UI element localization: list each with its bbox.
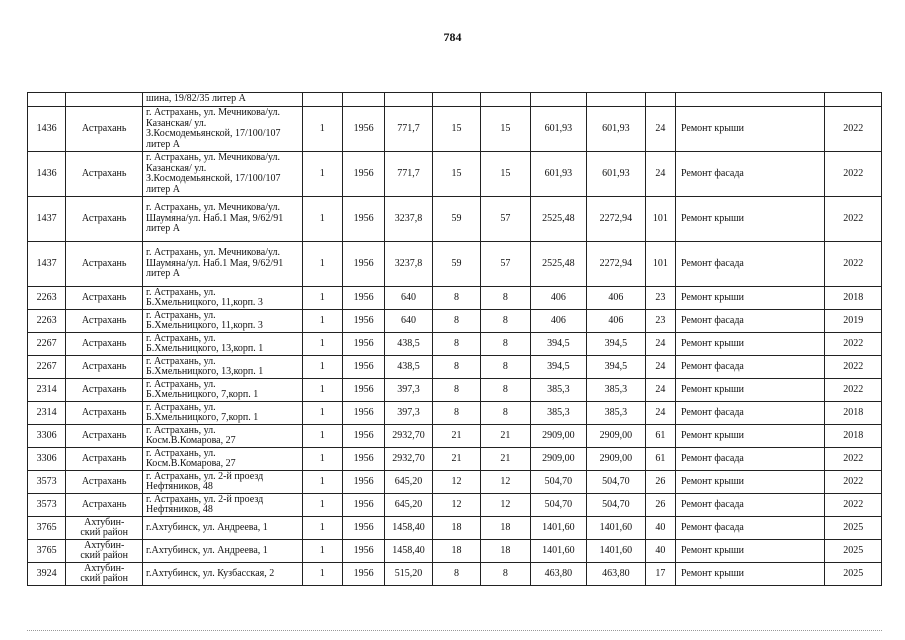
cell-count: 1: [302, 425, 342, 448]
cell-year: 1956: [342, 242, 384, 287]
cell-district: Астрахань: [66, 425, 143, 448]
cell-year: 1956: [342, 563, 384, 586]
cell-value-e: 61: [645, 425, 675, 448]
cell-value-e: 40: [645, 540, 675, 563]
cell-plan-year: 2019: [825, 310, 882, 333]
cell-count: 1: [302, 379, 342, 402]
cell-year: 1956: [342, 448, 384, 471]
cell-count: 1: [302, 563, 342, 586]
continuation-row: [28, 93, 882, 107]
cell-plan-year: 2025: [825, 517, 882, 540]
cell-value-c: 2909,00: [530, 448, 587, 471]
cell-id: 3573: [28, 494, 66, 517]
cell-count: 1: [302, 517, 342, 540]
cell-value-e: 23: [645, 310, 675, 333]
cell-empty: [302, 93, 342, 107]
cell-value-d: 1401,60: [587, 540, 646, 563]
cell-area: 1458,40: [385, 517, 432, 540]
cell-id: 3573: [28, 471, 66, 494]
cell-district: [66, 93, 143, 107]
table-row: [28, 197, 882, 242]
cell-value-b: 8: [481, 563, 530, 586]
cell-address: г. Астрахань, ул. Мечникова/ул. Казанская/ ул. З.Космодемьянской, 17/100/107 литер А: [143, 107, 302, 152]
cell-value-d: 394,5: [587, 356, 646, 379]
cell-value-c: 504,70: [530, 494, 587, 517]
cell-count: 1: [302, 402, 342, 425]
cell-value-b: 8: [481, 310, 530, 333]
cell-value-b: 15: [481, 107, 530, 152]
cell-empty: [675, 93, 824, 107]
table-row: [28, 517, 882, 540]
cell-address: г. Астрахань, ул. Мечникова/ул. Шаумяна/ул. Наб.1 Мая, 9/62/91 литер А: [143, 242, 302, 287]
cell-value-a: 15: [432, 107, 480, 152]
cell-id: 3765: [28, 517, 66, 540]
cell-value-d: 504,70: [587, 471, 646, 494]
cell-district: Астрахань: [66, 107, 143, 152]
cell-address: г. Астрахань, ул. Б.Хмельницкого, 13,корп. 1: [143, 356, 302, 379]
cell-plan-year: 2022: [825, 107, 882, 152]
cell-work-type: Ремонт крыши: [675, 471, 824, 494]
cell-area: 397,3: [385, 402, 432, 425]
cell-count: 1: [302, 107, 342, 152]
cell-value-a: 12: [432, 494, 480, 517]
cell-area: 438,5: [385, 333, 432, 356]
table-row: [28, 333, 882, 356]
cell-district: Астрахань: [66, 287, 143, 310]
cell-year: 1956: [342, 152, 384, 197]
cell-value-a: 15: [432, 152, 480, 197]
cell-value-c: 601,93: [530, 107, 587, 152]
cell-value-d: 2272,94: [587, 242, 646, 287]
cell-year: 1956: [342, 402, 384, 425]
cell-value-c: 385,3: [530, 379, 587, 402]
cell-empty: [587, 93, 646, 107]
cell-empty: [385, 93, 432, 107]
cell-work-type: Ремонт крыши: [675, 379, 824, 402]
cell-district: Ахтубин- ский район: [66, 540, 143, 563]
cell-value-b: 8: [481, 379, 530, 402]
cell-year: 1956: [342, 517, 384, 540]
page-bottom-edge: [27, 630, 882, 632]
cell-value-c: 385,3: [530, 402, 587, 425]
cell-district: Астрахань: [66, 471, 143, 494]
cell-id: 3306: [28, 425, 66, 448]
cell-value-c: 406: [530, 310, 587, 333]
cell-value-a: 8: [432, 356, 480, 379]
cell-value-e: 24: [645, 152, 675, 197]
cell-year: 1956: [342, 287, 384, 310]
cell-work-type: Ремонт фасада: [675, 402, 824, 425]
cell-id: 3924: [28, 563, 66, 586]
cell-district: Астрахань: [66, 152, 143, 197]
cell-year: 1956: [342, 540, 384, 563]
cell-value-b: 12: [481, 471, 530, 494]
cell-work-type: Ремонт крыши: [675, 333, 824, 356]
cell-district: Астрахань: [66, 448, 143, 471]
cell-area: 1458,40: [385, 540, 432, 563]
cell-count: 1: [302, 448, 342, 471]
cell-id: 2267: [28, 356, 66, 379]
cell-area: 2932,70: [385, 425, 432, 448]
cell-value-e: 26: [645, 494, 675, 517]
cell-value-c: 394,5: [530, 333, 587, 356]
cell-work-type: Ремонт фасада: [675, 152, 824, 197]
cell-area: 640: [385, 310, 432, 333]
cell-value-a: 18: [432, 517, 480, 540]
cell-address: г. Астрахань, ул. Косм.В.Комарова, 27: [143, 425, 302, 448]
cell-id: 1436: [28, 107, 66, 152]
cell-count: 1: [302, 540, 342, 563]
cell-value-c: 1401,60: [530, 517, 587, 540]
table-row: [28, 152, 882, 197]
cell-district: Астрахань: [66, 402, 143, 425]
cell-id: 2267: [28, 333, 66, 356]
cell-value-c: 2909,00: [530, 425, 587, 448]
cell-value-d: 406: [587, 310, 646, 333]
table-row: [28, 471, 882, 494]
cell-plan-year: 2022: [825, 356, 882, 379]
cell-address: г.Ахтубинск, ул. Андреева, 1: [143, 540, 302, 563]
cell-work-type: Ремонт крыши: [675, 563, 824, 586]
cell-area: 771,7: [385, 107, 432, 152]
cell-value-a: 8: [432, 287, 480, 310]
cell-value-c: 2525,48: [530, 197, 587, 242]
cell-value-c: 463,80: [530, 563, 587, 586]
cell-value-a: 21: [432, 448, 480, 471]
cell-area: 3237,8: [385, 242, 432, 287]
cell-value-e: 26: [645, 471, 675, 494]
cell-work-type: Ремонт фасада: [675, 310, 824, 333]
cell-value-d: 601,93: [587, 152, 646, 197]
cell-district: Астрахань: [66, 494, 143, 517]
cell-count: 1: [302, 310, 342, 333]
cell-address: г. Астрахань, ул. 2-й проезд Нефтяников, 48: [143, 494, 302, 517]
cell-id: 3306: [28, 448, 66, 471]
table-row: [28, 287, 882, 310]
cell-count: 1: [302, 356, 342, 379]
cell-value-e: 101: [645, 242, 675, 287]
cell-work-type: Ремонт фасада: [675, 494, 824, 517]
cell-work-type: Ремонт крыши: [675, 540, 824, 563]
cell-year: 1956: [342, 356, 384, 379]
table-row: [28, 448, 882, 471]
cell-id: 1436: [28, 152, 66, 197]
cell-value-d: 394,5: [587, 333, 646, 356]
cell-address: г. Астрахань, ул. Б.Хмельницкого, 7,корп. 1: [143, 402, 302, 425]
cell-id: 2314: [28, 379, 66, 402]
cell-value-a: 8: [432, 333, 480, 356]
cell-work-type: Ремонт фасада: [675, 448, 824, 471]
cell-year: 1956: [342, 197, 384, 242]
cell-area: 640: [385, 287, 432, 310]
cell-value-a: 8: [432, 563, 480, 586]
cell-area: 771,7: [385, 152, 432, 197]
cell-work-type: Ремонт крыши: [675, 287, 824, 310]
cell-plan-year: 2022: [825, 333, 882, 356]
cell-count: 1: [302, 471, 342, 494]
cell-value-b: 12: [481, 494, 530, 517]
cell-value-a: 18: [432, 540, 480, 563]
cell-year: 1956: [342, 333, 384, 356]
cell-work-type: Ремонт фасада: [675, 242, 824, 287]
cell-plan-year: 2022: [825, 197, 882, 242]
cell-plan-year: 2022: [825, 379, 882, 402]
cell-value-e: 17: [645, 563, 675, 586]
cell-count: 1: [302, 152, 342, 197]
cell-value-c: 504,70: [530, 471, 587, 494]
cell-plan-year: 2022: [825, 494, 882, 517]
cell-value-c: 394,5: [530, 356, 587, 379]
cell-plan-year: 2022: [825, 152, 882, 197]
cell-value-a: 8: [432, 402, 480, 425]
cell-value-b: 57: [481, 197, 530, 242]
cell-district: Астрахань: [66, 197, 143, 242]
cell-empty: [530, 93, 587, 107]
cell-district: Астрахань: [66, 379, 143, 402]
cell-work-type: Ремонт крыши: [675, 425, 824, 448]
cell-address: г. Астрахань, ул. Б.Хмельницкого, 11,корп. 3: [143, 287, 302, 310]
cell-value-c: 1401,60: [530, 540, 587, 563]
cell-address: г.Ахтубинск, ул. Кузбасская, 2: [143, 563, 302, 586]
cell-value-d: 463,80: [587, 563, 646, 586]
table-row: [28, 242, 882, 287]
cell-value-b: 8: [481, 287, 530, 310]
cell-value-e: 24: [645, 379, 675, 402]
cell-area: 645,20: [385, 471, 432, 494]
cell-count: 1: [302, 242, 342, 287]
cell-value-b: 57: [481, 242, 530, 287]
cell-plan-year: 2022: [825, 242, 882, 287]
cell-id: [28, 93, 66, 107]
cell-value-d: 385,3: [587, 402, 646, 425]
cell-year: 1956: [342, 494, 384, 517]
table-row: [28, 107, 882, 152]
table-row: [28, 356, 882, 379]
cell-value-b: 15: [481, 152, 530, 197]
repair-schedule-table: [27, 92, 882, 586]
cell-plan-year: 2025: [825, 540, 882, 563]
cell-count: 1: [302, 333, 342, 356]
cell-plan-year: 2018: [825, 402, 882, 425]
page-number: 784: [443, 30, 462, 44]
cell-value-e: 24: [645, 402, 675, 425]
cell-value-d: 2272,94: [587, 197, 646, 242]
cell-value-a: 21: [432, 425, 480, 448]
cell-empty: [645, 93, 675, 107]
cell-value-a: 12: [432, 471, 480, 494]
cell-district: Астрахань: [66, 356, 143, 379]
cell-year: 1956: [342, 425, 384, 448]
cell-district: Ахтубин- ский район: [66, 563, 143, 586]
cell-plan-year: 2018: [825, 287, 882, 310]
cell-value-e: 24: [645, 333, 675, 356]
table-row: [28, 379, 882, 402]
cell-value-e: 24: [645, 107, 675, 152]
cell-value-b: 8: [481, 333, 530, 356]
cell-empty: [825, 93, 882, 107]
cell-value-b: 21: [481, 425, 530, 448]
cell-address: г. Астрахань, ул. Мечникова/ул. Шаумяна/ул. Наб.1 Мая, 9/62/91 литер А: [143, 197, 302, 242]
cell-id: 2263: [28, 310, 66, 333]
cell-work-type: Ремонт крыши: [675, 197, 824, 242]
cell-id: 1437: [28, 197, 66, 242]
cell-value-e: 61: [645, 448, 675, 471]
cell-plan-year: 2022: [825, 471, 882, 494]
cell-value-a: 59: [432, 242, 480, 287]
table-row: [28, 494, 882, 517]
cell-address: шина, 19/82/35 литер А: [143, 93, 302, 107]
cell-address: г.Ахтубинск, ул. Андреева, 1: [143, 517, 302, 540]
cell-area: 2932,70: [385, 448, 432, 471]
cell-area: 438,5: [385, 356, 432, 379]
cell-district: Ахтубин- ский район: [66, 517, 143, 540]
cell-value-a: 8: [432, 379, 480, 402]
cell-year: 1956: [342, 107, 384, 152]
cell-year: 1956: [342, 310, 384, 333]
cell-plan-year: 2022: [825, 448, 882, 471]
cell-value-b: 18: [481, 517, 530, 540]
cell-value-e: 40: [645, 517, 675, 540]
cell-value-e: 23: [645, 287, 675, 310]
cell-value-e: 24: [645, 356, 675, 379]
cell-year: 1956: [342, 471, 384, 494]
cell-empty: [342, 93, 384, 107]
cell-value-d: 406: [587, 287, 646, 310]
cell-count: 1: [302, 197, 342, 242]
cell-value-d: 2909,00: [587, 448, 646, 471]
cell-area: 515,20: [385, 563, 432, 586]
cell-district: Астрахань: [66, 333, 143, 356]
cell-address: г. Астрахань, ул. Косм.В.Комарова, 27: [143, 448, 302, 471]
cell-value-d: 385,3: [587, 379, 646, 402]
cell-work-type: Ремонт фасада: [675, 356, 824, 379]
cell-value-c: 406: [530, 287, 587, 310]
table-row: [28, 563, 882, 586]
cell-address: г. Астрахань, ул. Б.Хмельницкого, 13,корп. 1: [143, 333, 302, 356]
cell-value-b: 21: [481, 448, 530, 471]
cell-address: г. Астрахань, ул. Б.Хмельницкого, 11,корп. 3: [143, 310, 302, 333]
cell-area: 645,20: [385, 494, 432, 517]
cell-id: 2314: [28, 402, 66, 425]
cell-empty: [481, 93, 530, 107]
cell-year: 1956: [342, 379, 384, 402]
table-row: [28, 540, 882, 563]
cell-area: 397,3: [385, 379, 432, 402]
cell-value-c: 601,93: [530, 152, 587, 197]
cell-empty: [432, 93, 480, 107]
cell-id: 3765: [28, 540, 66, 563]
cell-address: г. Астрахань, ул. Б.Хмельницкого, 7,корп. 1: [143, 379, 302, 402]
cell-district: Астрахань: [66, 310, 143, 333]
cell-id: 1437: [28, 242, 66, 287]
cell-value-d: 2909,00: [587, 425, 646, 448]
cell-work-type: Ремонт крыши: [675, 107, 824, 152]
cell-id: 2263: [28, 287, 66, 310]
cell-plan-year: 2018: [825, 425, 882, 448]
cell-area: 3237,8: [385, 197, 432, 242]
cell-value-c: 2525,48: [530, 242, 587, 287]
cell-value-b: 8: [481, 402, 530, 425]
table-row: [28, 402, 882, 425]
cell-plan-year: 2025: [825, 563, 882, 586]
cell-value-b: 18: [481, 540, 530, 563]
cell-count: 1: [302, 287, 342, 310]
table-row: [28, 310, 882, 333]
cell-value-e: 101: [645, 197, 675, 242]
cell-address: г. Астрахань, ул. Мечникова/ул. Казанская/ ул. З.Космодемьянской, 17/100/107 литер А: [143, 152, 302, 197]
cell-value-a: 59: [432, 197, 480, 242]
table-row: [28, 425, 882, 448]
cell-address: г. Астрахань, ул. 2-й проезд Нефтяников, 48: [143, 471, 302, 494]
cell-value-d: 504,70: [587, 494, 646, 517]
cell-value-a: 8: [432, 310, 480, 333]
cell-count: 1: [302, 494, 342, 517]
cell-work-type: Ремонт фасада: [675, 517, 824, 540]
cell-value-d: 601,93: [587, 107, 646, 152]
cell-district: Астрахань: [66, 242, 143, 287]
cell-value-b: 8: [481, 356, 530, 379]
cell-value-d: 1401,60: [587, 517, 646, 540]
